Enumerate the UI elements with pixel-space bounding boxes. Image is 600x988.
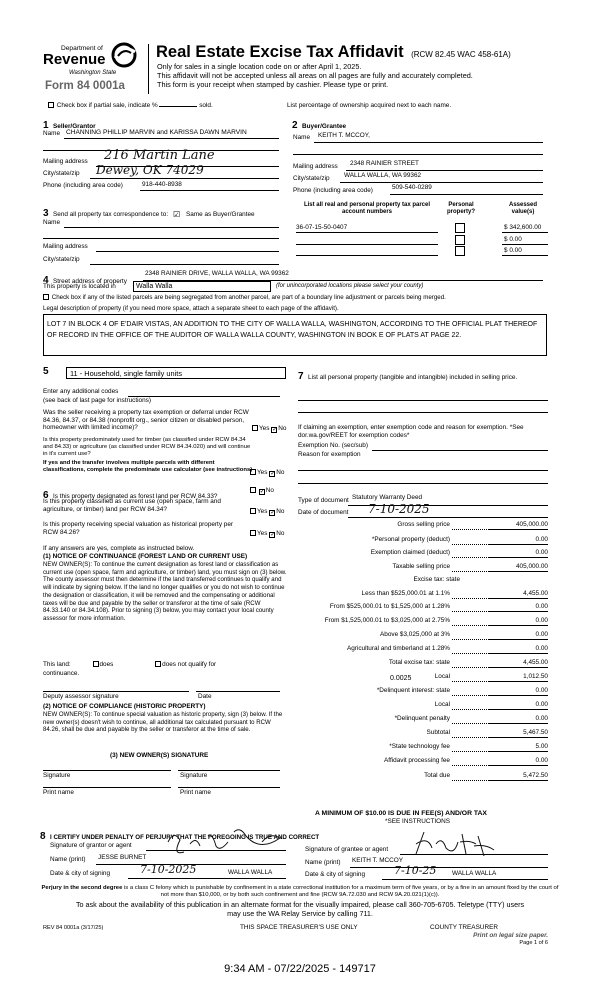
perjury-bold: Perjury in the second degree <box>41 885 123 891</box>
exemption-claim-label: If claiming an exemption, enter exemption code and reason for exemption. *See dor.wa.gov/REET for exemption codes* <box>298 424 524 439</box>
forest-yes-no <box>250 487 274 495</box>
notice1-title: (1) NOTICE OF CONTINUANCE (FOREST LAND OR CURRENT USE) <box>43 553 248 560</box>
timber-no-checkbox[interactable]: ✓ <box>270 471 276 477</box>
grantor-sig-label: Signature of grantor or agent <box>50 842 132 849</box>
perjury-notice <box>40 885 560 900</box>
calc-value[interactable]: 0.00 <box>535 617 548 624</box>
deputy-date-label: Date <box>198 693 212 700</box>
partial-sold-label: sold. <box>199 102 213 109</box>
forest-question-text: Is this property designated as forest land per RCW 84.33? <box>53 493 218 500</box>
calc-value[interactable]: 405,000.00 <box>516 563 548 570</box>
buyer-mailing-label: Mailing address <box>293 163 338 170</box>
header-sub2: This affidavit will not be accepted unless all areas on all pages are fully and accurately completed. <box>157 71 473 80</box>
assessed-value[interactable]: $ 0.00 <box>504 247 522 254</box>
reason-label: Reason for exemption <box>298 451 361 458</box>
seller-mailing-label: Mailing address <box>43 158 88 165</box>
form-title-row <box>156 43 576 62</box>
grantee-name-value[interactable]: KEITH T. MCCOY <box>352 857 404 864</box>
section-5-number: 5 <box>43 366 49 377</box>
calc-label: *State technology fee <box>389 743 450 750</box>
located-select[interactable]: Walla Walla <box>133 281 271 292</box>
segregated-row <box>43 294 446 301</box>
timber-question: Is this property predominately used for timber (as classified under RCW 84.34 and 84.33) or agriculture (as classified under RCW 84.34.020) and will continue in it's current use? <box>43 437 251 458</box>
open-yes-no <box>250 508 284 516</box>
rev-number: REV 84 0001a (3/17/25) <box>43 925 104 931</box>
if-yes-note: If any answers are yes, complete as instructed below. <box>43 545 195 552</box>
historic-yes-no <box>250 530 284 538</box>
timber-yes-no <box>250 469 284 477</box>
doc-date-label: Date of document <box>298 509 349 516</box>
revenue-swirl-icon <box>109 42 139 68</box>
buyer-phone-label: Phone (including area code) <box>293 187 373 194</box>
this-land-label: This land: <box>43 661 71 668</box>
county-treasurer: COUNTY TREASURER <box>430 924 498 931</box>
exemption-question: Was the seller receiving a property tax exemption or deferral under RCW 84.36, 84.37, or 84.38 (nonprofit org., senior citizen or disabled person, homeowner with limited income)? <box>43 409 249 432</box>
legal-description-text: LOT 7 IN BLOCK 4 OF E'DAIR VISTAS, AN ADDITION TO THE CITY OF WALLA WALLA, WASHINGTON, ACCORDING TO THE OFFICIAL PLAT THEREOF OF RECORD IN THE OFFICE OF THE AUDITOR OF WALLA WALLA COUNTY, WASHINGTON IN BOOK E OF PLATS AT PAGE 22. <box>47 321 538 339</box>
assessed-col-header: Assessed value(s) <box>508 202 538 216</box>
notice2-body: NEW OWNER(S): To continue special valuation as historic property, sign (3) below. If the new owner(s) doesn't wish to continue, all additional tax calculated pursuant to RCW 84.26, shall be due and payable by the seller or transferor at the time of sale. <box>43 711 283 734</box>
header-divider <box>148 44 149 94</box>
calc-label: Less than $525,000.01 at 1.1% <box>361 590 450 597</box>
section-number: 2 <box>292 120 298 131</box>
calc-value[interactable]: 0.00 <box>535 701 548 708</box>
no-label: No <box>276 508 285 515</box>
calc-label: Affidavit processing fee <box>384 757 450 764</box>
parcel-number[interactable]: 36-07-15-50-0407 <box>296 224 348 231</box>
exemption-yes-checkbox[interactable] <box>252 425 258 431</box>
partial-sale-label: Check box if partial sale, indicate % <box>56 102 158 109</box>
yes-label: Yes <box>257 508 268 515</box>
segregated-label: Check box if any of the listed parcels are being segregated from another parcel, are part of a boundary line adjustment or parcels being merged. <box>51 294 446 301</box>
legal-paper-note: Print on legal size paper. <box>473 932 548 939</box>
calc-value[interactable]: 0.00 <box>535 603 548 610</box>
section-number: 6 <box>43 490 49 501</box>
grantor-date-label: Date & city of signing <box>50 870 111 877</box>
personal-col-header: Personal property? <box>446 202 475 216</box>
tax-corr-text: Send all property tax correspondence to: <box>53 211 169 218</box>
timber-yes-checkbox[interactable] <box>250 469 256 475</box>
partial-sale-checkbox[interactable] <box>48 102 54 108</box>
tax-corr-heading <box>43 203 255 221</box>
parcel-col-header: List all real and personal property tax parcel account numbers <box>303 202 431 216</box>
calc-label: Subtotal <box>426 729 450 736</box>
continuance-label: continuance. <box>43 670 80 677</box>
tax-corr-mailing-label: Mailing address <box>43 243 88 250</box>
dept-revenue: Revenue <box>43 51 106 68</box>
grantor-signature-icon[interactable] <box>150 822 290 862</box>
form-number: Form 84 0001a <box>45 80 125 92</box>
exemption-number-label: Exemption No. (sec/sub) <box>298 442 368 449</box>
historic-yes-checkbox[interactable] <box>250 530 256 536</box>
dept-line1: Department of <box>61 45 103 52</box>
list-percentage-note: List percentage of ownership acquired next to each name. <box>287 102 452 109</box>
new-owner-sig-1: Signature <box>43 772 71 779</box>
legal-label: Legal description of property (if you need more space, attach a separate sheet to each page of the affidavit). <box>43 305 339 312</box>
calc-value[interactable]: 0.00 <box>535 536 548 543</box>
calc-value[interactable]: 0.00 <box>535 549 548 556</box>
calc-value[interactable]: 5.00 <box>535 743 548 750</box>
seller-name-value[interactable]: CHANNING PHILLIP MARVIN and KARISSA DAWN MARVIN <box>66 129 247 136</box>
timber-question-2: If yes and the transfer involves multiple parcels with different classifications, complete the predominate use calculator (see instructions) <box>43 460 253 474</box>
street-value[interactable]: 2348 RAINIER DRIVE, WALLA WALLA, WA 99362 <box>145 270 289 277</box>
notice2-title: (2) NOTICE OF COMPLIANCE (HISTORIC PROPERTY) <box>43 703 206 710</box>
calc-label: Agricultural and timberland at 1.28% <box>346 645 450 652</box>
see-instructions: *SEE INSTRUCTIONS <box>385 818 450 825</box>
personal-property-checkbox[interactable] <box>455 223 465 233</box>
section-number: 3 <box>43 208 49 219</box>
does-not-label: does not qualify for <box>162 661 217 668</box>
land-qualify-row <box>43 661 216 669</box>
buyer-name-value[interactable]: KEITH T. MCCOY, <box>318 132 370 139</box>
grantee-signature-icon[interactable] <box>408 826 498 860</box>
doc-date-value[interactable]: 7-10-2025 <box>368 502 430 516</box>
same-as-buyer-label: Same as Buyer/Grantee <box>186 211 255 218</box>
grantee-date-value[interactable]: 7-10-25 <box>394 864 437 877</box>
partial-sale-row <box>48 102 213 110</box>
buyer-heading <box>292 115 346 133</box>
no-label: No <box>276 469 285 476</box>
use-code-select[interactable]: 11 - Household, single family units <box>66 367 286 379</box>
calc-label: *Delinquent penalty <box>394 715 450 722</box>
buyer-phone-value[interactable]: 509-540-0289 <box>392 184 432 191</box>
seller-name-label: Name <box>43 130 61 137</box>
grantee-name-label: Name (print) <box>305 859 341 866</box>
grantor-name-label: Name (print) <box>50 856 86 863</box>
buyer-name-label: Name <box>293 134 311 141</box>
yes-label: Yes <box>257 469 268 476</box>
calc-label: Total due <box>424 772 450 779</box>
grantor-name-value[interactable]: JESSE BURNET <box>98 854 147 861</box>
tax-corr-city-label: City/state/zip <box>43 256 80 263</box>
calc-value[interactable]: 0.00 <box>535 645 548 652</box>
assessed-value[interactable]: $ 0.00 <box>504 235 522 243</box>
buyer-mailing-value[interactable]: 2348 RAINIER STREET <box>350 160 419 167</box>
calc-value[interactable]: 4,455.00 <box>523 659 548 666</box>
new-owner-print-1: Print name <box>43 789 74 796</box>
open-no-checkbox[interactable]: ✓ <box>270 510 276 516</box>
historic-no-checkbox[interactable]: ✓ <box>270 532 276 538</box>
calc-value[interactable]: 405,000.00 <box>516 521 548 528</box>
calc-value[interactable]: 5,472.50 <box>523 772 548 779</box>
dept-state: Washington State <box>69 70 117 76</box>
personal-property-label: List all personal property (tangible and intangible) included in selling price. <box>308 374 518 381</box>
calc-label: Above $3,025,000 at 3% <box>380 631 450 638</box>
calc-value[interactable]: 0.00 <box>535 631 548 638</box>
legal-description-box[interactable] <box>43 314 547 356</box>
calc-label: Excise tax: state <box>413 576 460 583</box>
segregated-checkbox[interactable] <box>43 294 49 300</box>
no-label: No <box>278 425 287 432</box>
doc-type-label: Type of document <box>298 497 349 504</box>
header-sub1: Only for sales in a single location code on or after April 1, 2025. <box>157 62 362 71</box>
no-label: No <box>276 530 285 537</box>
calc-label: *Personal property (deduct) <box>371 536 450 543</box>
calc-label: Exemption claimed (deduct) <box>370 549 450 556</box>
calc-label: Total excise tax: state <box>388 659 450 666</box>
deputy-signature-label: Deputy assessor signature <box>43 693 119 700</box>
calc-value[interactable]: 0.00 <box>535 715 548 722</box>
seller-heading-label: Seller/Grantor <box>53 123 96 130</box>
exemption-no-checkbox[interactable]: ✓ <box>272 427 278 433</box>
section-number: 1 <box>43 120 49 131</box>
section-number: 7 <box>298 371 304 382</box>
new-owner-sig-2: Signature <box>180 772 208 779</box>
local-rate: 0.0025 <box>390 675 412 682</box>
buyer-city-label: City/state/zip <box>293 175 330 182</box>
calc-value[interactable]: 0.00 <box>535 757 548 764</box>
certify-text: I CERTIFY UNDER PENALTY OF PERJURY THAT THE FOREGOING IS TRUE AND CORRECT <box>50 834 320 841</box>
seller-mailing-value[interactable]: 216 Martin Lane <box>104 148 215 163</box>
notice1-body: NEW OWNER(S): To continue the current designation as forest land or classification as current use (open space, farm and agriculture, or timber) land, you must sign on (3) below. The county assessor must then determine if the land transferred continues to qualify and will indicate by signing below. If the land no longer qualifies or you do not wish to continue the designation or classification, it will be removed and the compensating or additional taxes will be due and payable by the seller or transferor at the time of sale (RCW 84.33.140 or 84.34.108). Prior to signing (3) below, you may contact your local county assessor for more information. <box>43 561 287 623</box>
grantee-city-value[interactable]: WALLA WALLA <box>452 870 497 877</box>
treasurer-use-only: THIS SPACE TREASURER'S USE ONLY <box>240 924 358 931</box>
grantor-date-value[interactable]: 7-10-2025 <box>140 863 197 876</box>
calc-label: From $525,000.01 to $1,525,000 at 1.28% <box>329 603 450 610</box>
form-title: Real Estate Excise Tax Affidavit <box>156 43 404 61</box>
section-number: 4 <box>43 275 49 286</box>
open-yes-checkbox[interactable] <box>250 508 256 514</box>
recording-stamp: 9:34 AM - 07/22/2025 - 149717 <box>224 963 376 975</box>
yes-label: Yes <box>259 425 270 432</box>
grantee-date-label: Date & city of signing <box>305 871 366 878</box>
calc-label: From $1,525,000.01 to $3,025,000 at 2.75% <box>324 617 450 624</box>
page-number: Page 1 of 6 <box>519 940 548 946</box>
doc-type-value[interactable]: Statutory Warranty Deed <box>352 494 423 501</box>
street-label: Street address of property <box>53 278 127 285</box>
notice3-title: (3) NEW OWNER(S) SIGNATURE <box>110 752 209 759</box>
calc-label: Gross selling price <box>397 521 450 528</box>
assessed-value[interactable]: $ 342,600.00 <box>504 224 542 231</box>
located-label: This property is located in <box>43 283 116 290</box>
no-label: No <box>265 487 274 494</box>
additional-codes-label: Enter any additional codes <box>43 388 119 395</box>
does-not-checkbox[interactable] <box>155 661 161 667</box>
perjury-text: is a class C felony which is punishable by confinement in a state correctional institution for a maximum term of five years, or by a fine in an amount fixed by the court of not more than $10,000, or by both such confinement and fine (RCW 9A.72.030 and RCW 9A.20.021(1)(c)). <box>122 885 559 899</box>
exemption-yes-no <box>252 425 286 433</box>
seller-phone-value[interactable]: 918-440-8938 <box>142 181 182 188</box>
seller-phone-label: Phone (including area code) <box>43 182 123 189</box>
buyer-heading-label: Buyer/Grantee <box>302 123 347 130</box>
calc-value[interactable]: 5,467.50 <box>523 729 548 736</box>
section-number: 8 <box>40 831 46 842</box>
alt-format-notice: To ask about the availability of this publication in an alternate format for the visually impaired, please call 360-705-6705. Teletype (TTY) users may use the WA Relay Service by calling 711. <box>75 900 525 918</box>
minimum-notice: A MINIMUM OF $10.00 IS DUE IN FEE(S) AND/OR TAX <box>315 810 487 817</box>
located-note: (for unincorporated locations please select your county) <box>276 283 424 289</box>
calc-value[interactable]: 0.00 <box>535 687 548 694</box>
calc-value[interactable]: 1,012.50 <box>523 673 548 680</box>
forest-yes-checkbox[interactable] <box>250 487 256 493</box>
does-checkbox[interactable] <box>93 661 99 667</box>
open-space-question: Is this property classified as current use (open space, farm and agriculture, or timber) land per RCW 84.34? <box>43 498 221 513</box>
header-sub3: This form is your receipt when stamped by cashier. Please type or print. <box>157 80 389 89</box>
personal-property-checkbox[interactable] <box>455 235 465 245</box>
personal-property-row <box>298 366 548 384</box>
grantee-sig-label: Signature of grantee or agent <box>305 846 389 853</box>
tax-corr-name-label: Name <box>43 219 61 226</box>
historic-question: Is this property receiving special valuation as historical property per RCW 84.26? <box>43 521 234 536</box>
calc-label: Local <box>434 673 450 680</box>
does-label: does <box>99 661 114 668</box>
forest-no-checkbox[interactable]: ✓ <box>259 489 265 495</box>
dor-logo <box>43 42 143 102</box>
same-as-buyer-checkbox[interactable]: ☑ <box>172 210 181 219</box>
calc-label: Local <box>434 701 450 708</box>
calc-label: *Delinquent interest: state <box>376 687 450 694</box>
calc-value[interactable]: 4,455.00 <box>523 590 548 597</box>
calc-label: Taxable selling price <box>392 563 450 570</box>
grantor-city-value[interactable]: WALLA WALLA <box>228 869 273 876</box>
form-rcw: (RCW 82.45 WAC 458-61A) <box>411 50 511 59</box>
seller-city-label: City/state/zip <box>43 170 80 177</box>
personal-property-checkbox[interactable] <box>455 246 465 256</box>
new-owner-print-2: Print name <box>180 789 211 796</box>
buyer-city-value[interactable]: WALLA WALLA, WA 99362 <box>344 172 422 179</box>
seller-city-value[interactable]: Dewey, OK 74029 <box>96 163 204 177</box>
additional-codes-note: (see back of last page for instructions) <box>43 397 151 404</box>
yes-label: Yes <box>257 530 268 537</box>
